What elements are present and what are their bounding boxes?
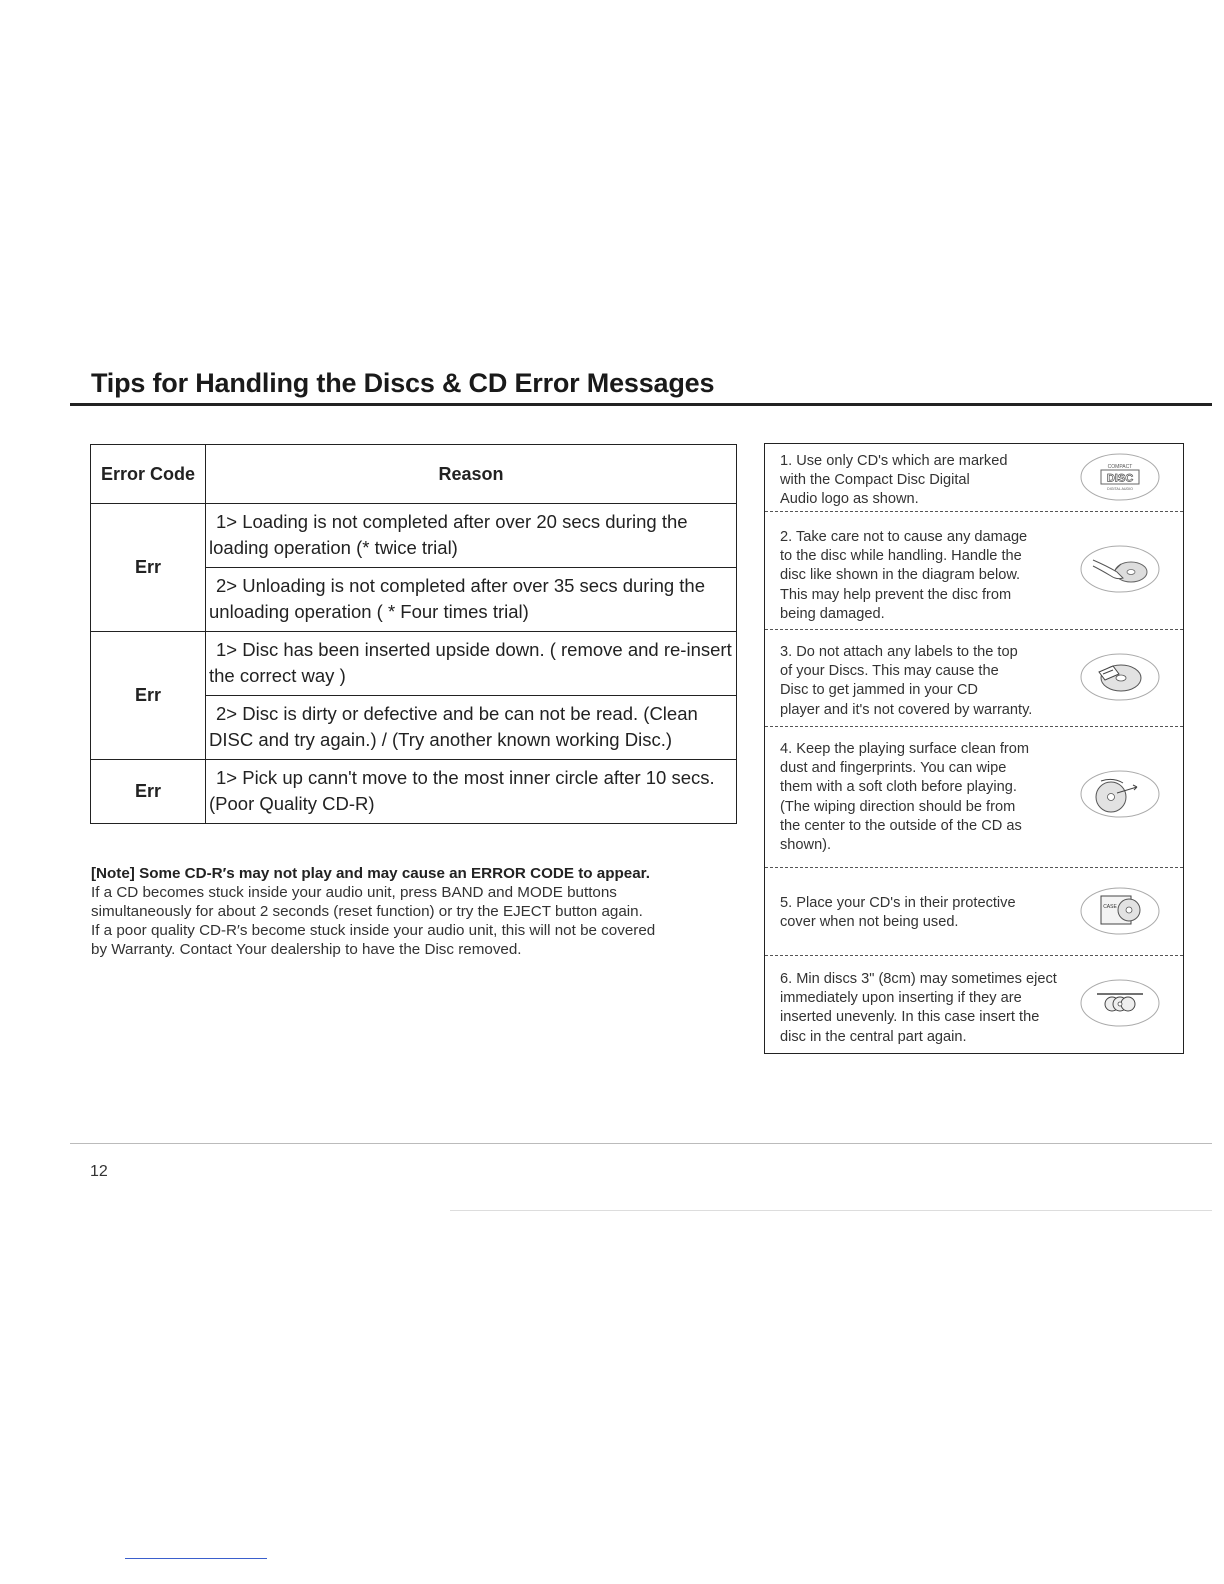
case-text: CASE — [1103, 904, 1117, 910]
reason-cell — [206, 632, 737, 696]
tip-line: immediately upon inserting if they are — [780, 990, 1022, 1007]
title-rule — [70, 403, 1212, 406]
logo-text: DISC — [1106, 472, 1134, 485]
tip-line: 5. Place your CD's in their protective — [780, 895, 1016, 911]
page-number: 12 — [90, 1163, 108, 1180]
note-line: by Warranty. Contact Your dealership to have the Disc removed. — [91, 941, 522, 958]
note-heading: [Note] Some CD-R′s may not play and may cause an ERROR CODE to appear. — [91, 865, 650, 882]
tip-text — [780, 970, 1057, 1047]
logo-bottom-text: DIGITAL AUDIO — [1107, 487, 1133, 491]
tip-line: (The wiping direction should be from — [780, 798, 1016, 815]
tip-line: 6. Min discs 3" (8cm) may sometimes eject — [780, 971, 1057, 987]
reason-text: 1> Loading is not completed after over 20 secs during the loading operation (* twice trial) — [209, 511, 688, 558]
footer-rule-secondary — [450, 1210, 1212, 1211]
tip-text — [780, 740, 1029, 855]
cd-case-icon — [1079, 886, 1161, 936]
tip-line: 4. Keep the playing surface clean from — [780, 741, 1030, 757]
tip-item — [765, 512, 1183, 630]
note-line: If a CD becomes stuck inside your audio unit, press BAND and MODE buttons — [91, 884, 617, 901]
tip-line: Audio logo as shown. — [780, 491, 919, 508]
error-table — [90, 444, 737, 824]
tip-item — [765, 868, 1183, 956]
tip-text — [780, 894, 1016, 932]
tip-line: disc in the central part again. — [780, 1028, 967, 1045]
error-code-cell: Err — [91, 760, 206, 824]
tip-line: to the disc while handling. Handle the — [780, 548, 1022, 565]
table-row — [91, 504, 737, 568]
mini-disc-slot-icon — [1079, 978, 1161, 1028]
tip-line: disc like shown in the diagram below. — [780, 567, 1021, 584]
tip-line: of your Discs. This may cause the — [780, 663, 999, 680]
wipe-disc-icon — [1079, 769, 1161, 819]
note-block — [91, 864, 751, 959]
note-line: simultaneously for about 2 seconds (reset function) or try the EJECT button again. — [91, 903, 643, 920]
tip-line: shown). — [780, 837, 832, 854]
tip-text — [780, 528, 1027, 624]
error-code-cell: Err — [91, 504, 206, 632]
reason-cell — [206, 760, 737, 824]
logo-top-text: COMPACT — [1107, 464, 1133, 470]
error-code-cell: Err — [91, 632, 206, 760]
tip-line: them with a soft cloth before playing. — [780, 779, 1017, 796]
reason-cell — [206, 696, 737, 760]
table-row — [91, 760, 737, 824]
tip-line: dust and fingerprints. You can wipe — [780, 760, 1007, 777]
reason-cell — [206, 568, 737, 632]
reason-text: 1> Disc has been inserted upside down. ( remove and re-insert the correct way ) — [209, 639, 732, 686]
tip-text — [780, 452, 1007, 510]
header-reason: Reason — [206, 445, 737, 504]
reason-text: 2> Disc is dirty or defective and be can not be read. (Clean DISC and try again.) / (Try another known working Disc.) — [209, 703, 698, 750]
tip-item — [765, 727, 1183, 868]
footer-rule — [70, 1143, 1212, 1144]
tip-line: player and it's not covered by warranty. — [780, 701, 1033, 718]
disc-label-icon — [1079, 652, 1161, 702]
compact-disc-logo-icon — [1079, 452, 1161, 502]
table-header-row — [91, 445, 737, 504]
reason-cell — [206, 504, 737, 568]
tip-line: This may help prevent the disc from — [780, 586, 1012, 603]
tip-item — [765, 956, 1183, 1053]
tip-line: 1. Use only CD's which are marked — [780, 453, 1008, 469]
page-title: Tips for Handling the Discs & CD Error Messages — [91, 368, 715, 398]
note-line: If a poor quality CD-R′s become stuck inside your audio unit, this will not be covered — [91, 922, 656, 939]
hand-holding-disc-icon — [1079, 544, 1161, 594]
tip-line: Disc to get jammed in your CD — [780, 682, 978, 699]
decorative-line — [125, 1558, 267, 1559]
tip-line: 3. Do not attach any labels to the top — [780, 644, 1018, 660]
tip-text — [780, 643, 1032, 720]
tip-line: the center to the outside of the CD as — [780, 817, 1022, 834]
table-row — [91, 632, 737, 696]
tip-item — [765, 444, 1183, 512]
tip-line: inserted unevenly. In this case insert the — [780, 1009, 1040, 1026]
tip-line: 2. Take care not to cause any damage — [780, 529, 1028, 545]
tip-item — [765, 630, 1183, 727]
tips-panel — [764, 443, 1184, 1054]
reason-text: 2> Unloading is not completed after over 35 secs during the unloading operation ( * Four times trial) — [209, 575, 706, 622]
header-error-code: Error Code — [91, 445, 206, 504]
tip-line: being damaged. — [780, 605, 885, 622]
tip-line: cover when not being used. — [780, 914, 959, 931]
tip-line: with the Compact Disc Digital — [780, 472, 970, 489]
reason-text: 1> Pick up cann't move to the most inner circle after 10 secs. (Poor Quality CD-R) — [209, 767, 715, 814]
